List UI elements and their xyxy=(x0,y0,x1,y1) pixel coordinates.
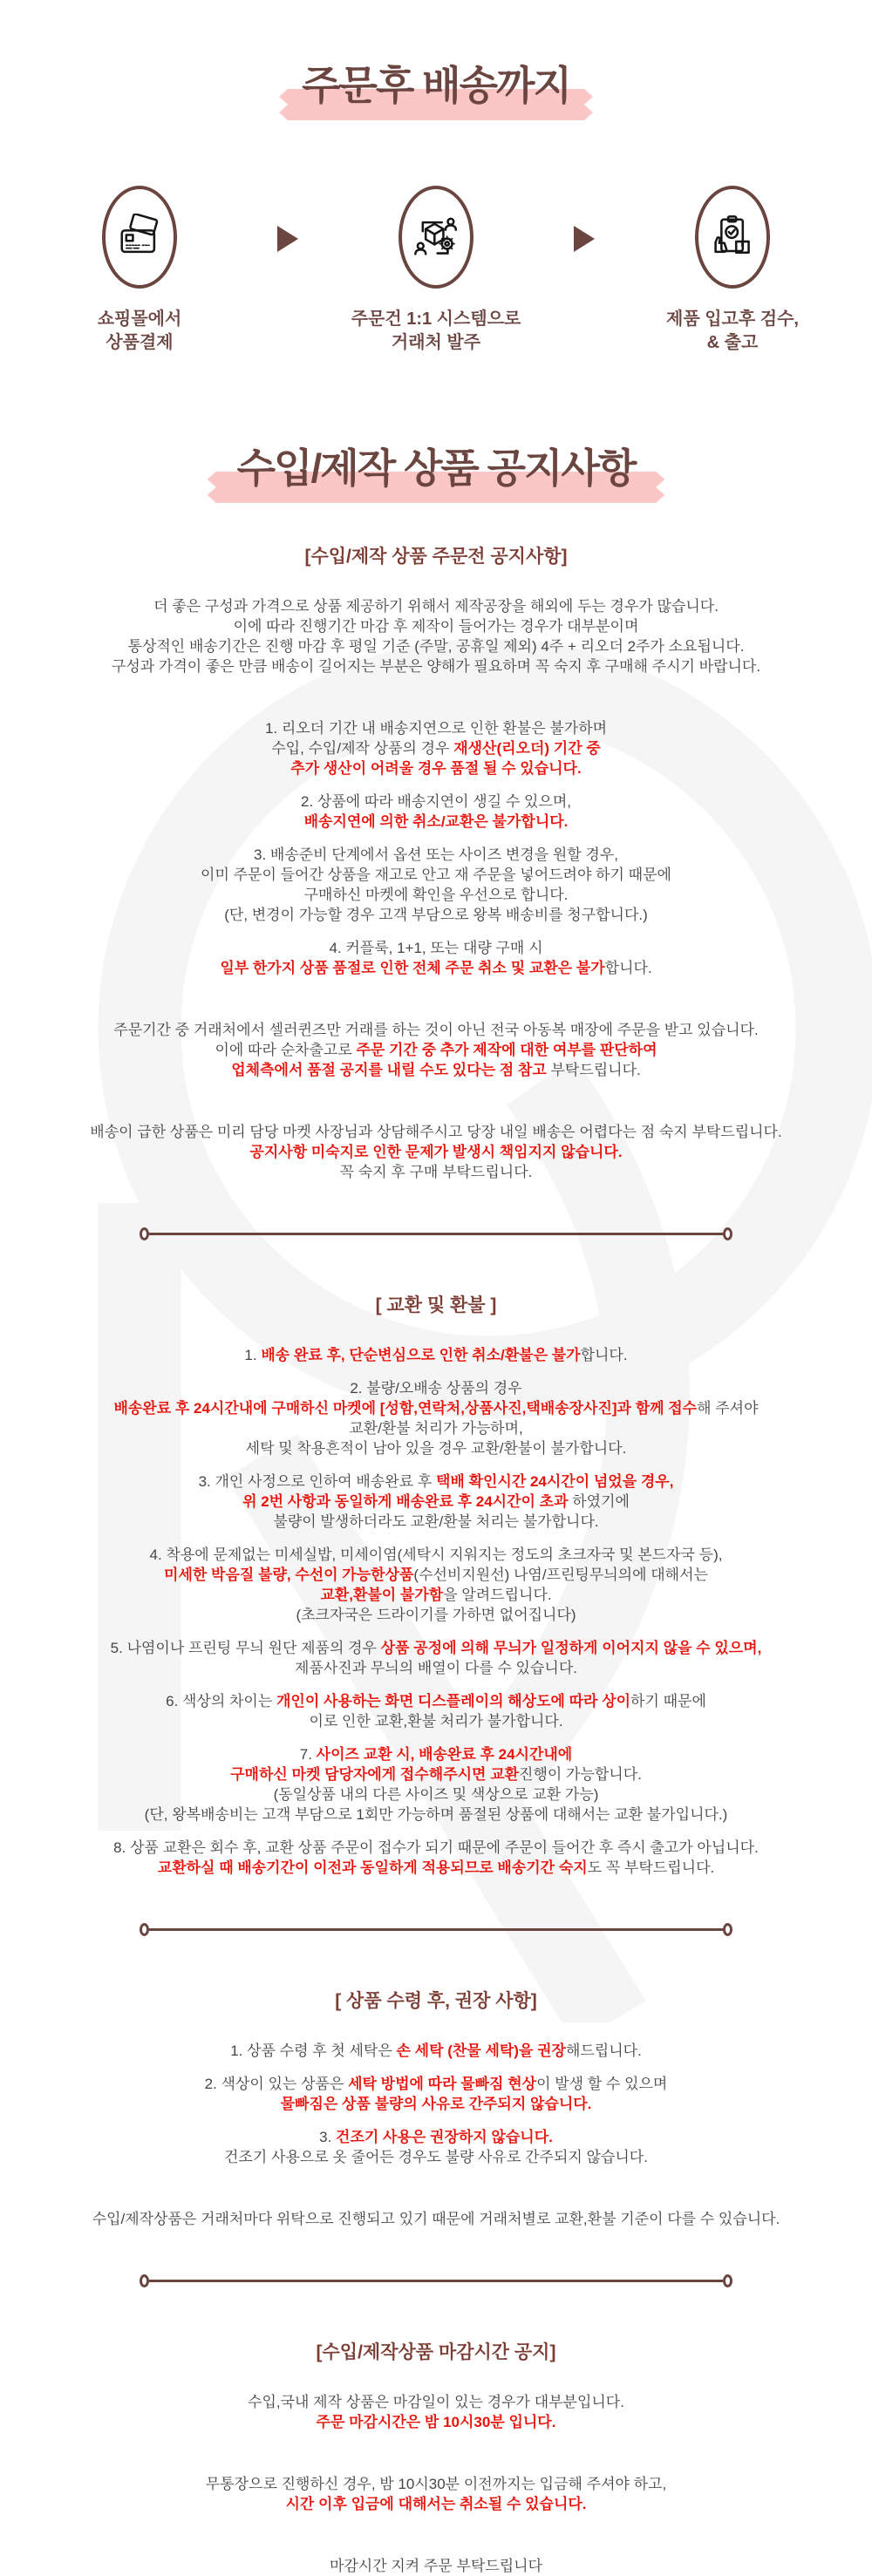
text-line: 미세한 박음질 불량, 수선이 가능한상품(수선비지원선) 나염/프린팅무늬의에 대해서는 xyxy=(164,1566,708,1583)
text-block xyxy=(0,1744,872,1825)
text-block xyxy=(0,938,872,978)
text-line: 건조기 사용으로 옷 줄어든 경우도 불량 사유로 간주되지 않습니다. xyxy=(224,2148,648,2165)
text-block xyxy=(0,1378,872,1458)
text-line: 7. 사이즈 교환 시, 배송완료 후 24시간내에 xyxy=(299,1745,573,1763)
page-title-shipping: 주문후 배송까지 xyxy=(0,63,872,109)
text-line: 이에 따라 순차출고로 주문 기간 중 추가 제작에 대한 여부를 판단하여 xyxy=(215,1041,657,1058)
arrow-right-icon xyxy=(574,226,595,252)
divider xyxy=(140,1227,732,1240)
text-line: 배송완료 후 24시간내에 구매하신 마켓에 [성함,연락처,상품사진,택배송장사진]과 함께 접수해 주셔야 xyxy=(113,1399,759,1417)
text-line: (초크자국은 드라이기를 가하면 없어집니다) xyxy=(296,1606,576,1623)
section-pre-order-notice xyxy=(0,542,872,1182)
text-line: 4. 착용에 문제없는 미세실밥, 미세이염(세탁시 지워지는 정도의 초크자국 및 본드자국 등), xyxy=(149,1546,723,1563)
divider xyxy=(140,2274,732,2287)
text-line: 2. 색상이 있는 상품은 세탁 방법에 따라 물빠짐 현상이 발생 할 수 있으며 xyxy=(204,2075,668,2092)
divider-line xyxy=(149,1233,723,1235)
inspection-icon xyxy=(695,186,770,289)
text-line: 3. 개인 사정으로 인하여 배송완료 후 택배 확인시간 24시간이 넘었을 경우, xyxy=(198,1472,674,1490)
process-step-inspection xyxy=(628,186,837,355)
divider-ring-icon xyxy=(723,1923,732,1936)
text-block xyxy=(0,2556,872,2576)
text-line: 2. 불량/오배송 상품의 경우 xyxy=(350,1379,522,1397)
text-line: 3. 배송준비 단계에서 옵션 또는 사이즈 변경을 원할 경우, xyxy=(254,846,618,863)
section-body xyxy=(0,2041,872,2229)
text-block xyxy=(0,2127,872,2167)
section-header: [수입/제작상품 마감시간 공지] xyxy=(316,2342,556,2362)
credit-card-icon xyxy=(102,186,177,289)
text-block xyxy=(0,792,872,832)
process-step-label: 주문건 1:1 시스템으로 거래처 발주 xyxy=(351,309,521,352)
text-line: 시간 이후 입금에 대해서는 취소될 수 있습니다. xyxy=(285,2495,587,2512)
text-line: 수입,국내 제작 상품은 마감일이 있는 경우가 대부분입니다. xyxy=(248,2393,624,2410)
text-line: 업체측에서 품절 공지를 내릴 수도 있다는 점 참고 부탁드립니다. xyxy=(231,1061,641,1078)
text-line: 구매하신 마켓에 확인을 우선으로 합니다. xyxy=(303,886,569,903)
text-block xyxy=(0,1472,872,1532)
text-line: (단, 변경이 가능할 경우 고객 부담으로 왕복 배송비를 청구합니다.) xyxy=(224,906,648,923)
text-line: 2. 상품에 따라 배송지연이 생길 수 있으며, xyxy=(301,792,571,810)
process-step-label: 쇼핑몰에서 상품결제 xyxy=(97,309,182,352)
text-block xyxy=(0,1345,872,1365)
text-block xyxy=(0,2209,872,2229)
section-body xyxy=(0,1345,872,1878)
text-line: 교환하실 때 배송기간이 이전과 동일하게 적용되므로 배송기간 숙지도 꼭 부탁드립니다. xyxy=(157,1859,715,1876)
text-line: 3. 건조기 사용은 권장하지 않습니다. xyxy=(319,2128,553,2145)
text-line: 더 좋은 구성과 가격으로 상품 제공하기 위해서 제작공장을 해외에 두는 경우가 많습니다. xyxy=(153,597,719,615)
process-step-order xyxy=(331,186,541,355)
text-line: 마감시간 지켜 주문 부탁드립니다 xyxy=(329,2557,543,2574)
section-header: [ 상품 수령 후, 권장 사항] xyxy=(335,1990,537,2011)
text-line: 이미 주문이 들어간 상품을 재고로 안고 재 주문을 넣어드려야 하기 때문에 xyxy=(201,866,671,883)
divider-ring-icon xyxy=(723,1227,732,1240)
text-line: 1. 배송 완료 후, 단순변심으로 인한 취소/환불은 불가합니다. xyxy=(244,1346,628,1363)
page-title-notice: 수입/제작 상품 공지사항 xyxy=(0,445,872,492)
text-line: 1. 리오더 기간 내 배송지연으로 인한 환불은 불가하며 xyxy=(264,719,608,737)
text-line: 4. 커플룩, 1+1, 또는 대량 구매 시 xyxy=(329,939,543,956)
section-deadline-notice xyxy=(0,2338,872,2576)
section-body xyxy=(0,596,872,1182)
section-exchange-refund xyxy=(0,1291,872,1878)
text-line: 주문 마감시간은 밤 10시30분 입니다. xyxy=(316,2413,556,2430)
text-line: 수입/제작상품은 거래처마다 위탁으로 진행되고 있기 때문에 거래처별로 교환,환불 기준이 다를 수 있습니다. xyxy=(92,2210,780,2227)
text-line: (단, 왕복배송비는 고객 부담으로 1회만 가능하며 품절된 상품에 대해서는 교환 불가입니다.) xyxy=(144,1805,728,1823)
text-line: 일부 한가지 상품 품절로 인한 전체 주문 취소 및 교환은 불가합니다. xyxy=(220,959,652,976)
text-line: 이에 따라 진행기간 마감 후 제작이 들어가는 경우가 대부분이며 xyxy=(233,617,639,635)
order-system-icon xyxy=(399,186,473,289)
text-block xyxy=(0,2041,872,2061)
text-block xyxy=(0,596,872,676)
process-step-label: 제품 입고후 검수, & 출고 xyxy=(666,309,799,352)
section-header: [ 교환 및 환불 ] xyxy=(375,1295,497,1315)
section-after-receipt xyxy=(0,1987,872,2229)
text-line: 주문기간 중 거래처에서 셀러퀸즈만 거래를 하는 것이 아닌 전국 아동복 매장에 주문을 받고 있습니다. xyxy=(113,1021,759,1038)
divider-line xyxy=(149,1928,723,1931)
text-block xyxy=(0,2074,872,2114)
divider-ring-icon xyxy=(140,2274,149,2287)
text-block xyxy=(0,1545,872,1625)
text-line: (동일상품 내의 다른 사이즈 및 색상으로 교환 가능) xyxy=(273,1785,599,1803)
text-line: 불량이 발생하더라도 교환/환불 처리는 불가합니다. xyxy=(273,1512,599,1530)
text-block xyxy=(0,1691,872,1731)
section-body xyxy=(0,2392,872,2576)
text-line: 공지사항 미숙지로 인한 문제가 발생시 책임지지 않습니다. xyxy=(249,1143,623,1160)
text-line: 무통장으로 진행하신 경우, 밤 10시30분 이전까지는 입금해 주셔야 하고, xyxy=(205,2475,667,2492)
text-block xyxy=(0,1638,872,1678)
text-block xyxy=(0,2392,872,2432)
text-line: 세탁 및 착용흔적이 남아 있을 경우 교환/환불이 불가합니다. xyxy=(245,1439,627,1457)
text-line: 꼭 숙지 후 구매 부탁드립니다. xyxy=(339,1163,533,1180)
divider xyxy=(140,1923,732,1936)
divider-line xyxy=(149,2280,723,2282)
text-line: 구매하신 마켓 담당자에게 접수해주시면 교환진행이 가능합니다. xyxy=(230,1765,642,1783)
text-line: 통상적인 배송기간은 진행 마감 후 평일 기준 (주말, 공휴일 제외) 4주 + 리오더 2주가 소요됩니다. xyxy=(127,637,745,655)
divider-ring-icon xyxy=(140,1923,149,1936)
arrow-right-icon xyxy=(277,226,298,252)
text-line: 교환,환불이 불가함을 알려드립니다. xyxy=(320,1586,552,1603)
text-block xyxy=(0,2474,872,2514)
text-block xyxy=(0,845,872,925)
text-line: 제품사진과 무늬의 배열이 다를 수 있습니다. xyxy=(295,1659,577,1676)
text-line: 수입, 수입/제작 상품의 경우 재생산(리오더) 기간 중 xyxy=(271,739,601,757)
text-block xyxy=(0,1122,872,1182)
text-line: 배송이 급한 상품은 미리 담당 마켓 사장님과 상담해주시고 당장 내일 배송은 어렵다는 점 숙지 부탁드립니다. xyxy=(90,1123,782,1140)
text-line: 8. 상품 교환은 회수 후, 교환 상품 주문이 접수가 되기 때문에 주문이 들어간 후 즉시 출고가 아닙니다. xyxy=(113,1839,759,1856)
text-line: 물빠짐은 상품 불량의 사유로 간주되지 않습니다. xyxy=(280,2095,592,2112)
text-line: 추가 생산이 어려울 경우 품절 될 수 있습니다. xyxy=(290,759,582,777)
text-line: 구성과 가격이 좋은 만큼 배송이 길어지는 부분은 양해가 필요하며 꼭 숙지 후 구매해 주시기 바랍니다. xyxy=(111,657,761,675)
text-block xyxy=(0,718,872,778)
text-line: 5. 나염이나 프린팅 무늬 원단 제품의 경우 상품 공정에 의해 무늬가 일정하게 이어지지 않을 수 있으며, xyxy=(110,1639,762,1656)
section-header: [수입/제작 상품 주문전 공지사항] xyxy=(304,546,568,567)
text-block xyxy=(0,1838,872,1878)
text-line: 위 2번 사항과 동일하게 배송완료 후 24시간이 초과 하였기에 xyxy=(242,1492,630,1510)
order-process-flow xyxy=(0,186,872,355)
divider-ring-icon xyxy=(723,2274,732,2287)
text-line: 6. 색상의 차이는 개인이 사용하는 화면 디스플레이의 해상도에 따라 상이하기 때문에 xyxy=(166,1692,706,1709)
text-line: 1. 상품 수령 후 첫 세탁은 손 세탁 (찬물 세탁)을 권장해드립니다. xyxy=(230,2042,642,2059)
text-line: 이로 인한 교환,환불 처리가 불가합니다. xyxy=(309,1712,563,1730)
text-block xyxy=(0,1020,872,1080)
text-line: 배송지연에 의한 취소/교환은 불가합니다. xyxy=(303,812,569,830)
process-step-payment xyxy=(35,186,244,355)
text-line: 교환/환불 처리가 가능하며, xyxy=(349,1419,523,1437)
divider-ring-icon xyxy=(140,1227,149,1240)
